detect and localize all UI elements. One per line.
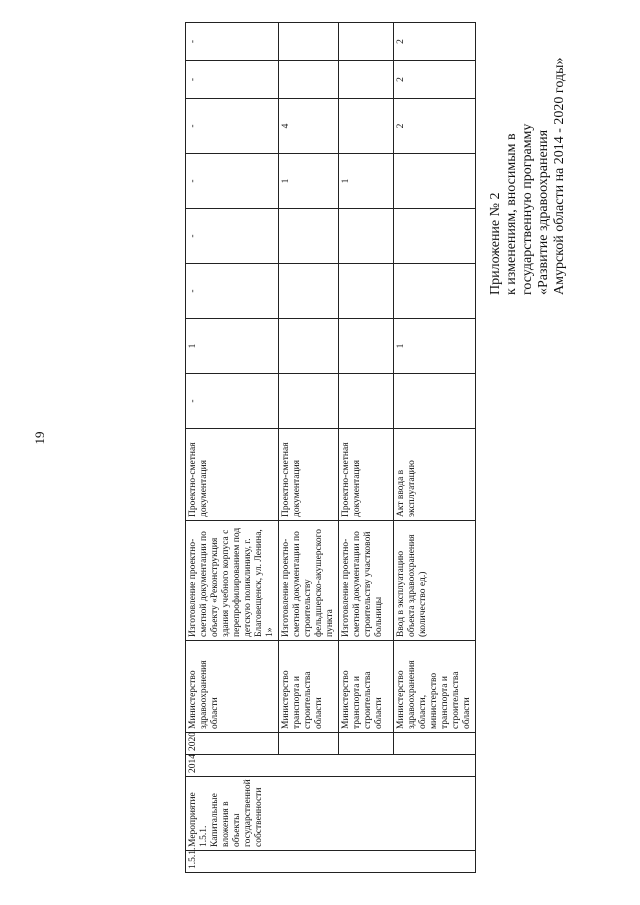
- page-number: 19: [32, 431, 47, 445]
- executor: Министерство здравоохранения области: [186, 641, 279, 733]
- indicator: Акт ввода в эксплуатацию: [394, 429, 476, 521]
- value-cell: -: [186, 374, 279, 429]
- table-row: [186, 23, 279, 873]
- header-line: к изменениям, вносимым в: [504, 133, 519, 295]
- value-cell: -: [186, 209, 279, 264]
- appendix-header: [488, 35, 568, 295]
- header-line: государственную программу: [520, 123, 535, 295]
- value-cell: [394, 374, 476, 429]
- value-cell: -: [186, 154, 279, 209]
- value-cell: 1: [394, 319, 476, 374]
- value-cell: [339, 209, 394, 264]
- value-cell: 1: [339, 154, 394, 209]
- year-start: 2014: [186, 755, 476, 777]
- year-end-empty: [339, 733, 394, 755]
- value-cell: [339, 99, 394, 154]
- year-end-empty: [394, 733, 476, 755]
- header-line: «Развитие здравоохранения: [536, 129, 551, 295]
- value-cell: -: [186, 264, 279, 319]
- value-cell: [279, 61, 339, 99]
- header-line: Амурской области на 2014 - 2020 годы»: [552, 57, 567, 295]
- header-line: Приложение № 2: [488, 192, 503, 295]
- measures-table: [185, 22, 476, 873]
- measure-description: Изготовление проектно-сметной документации по строительству фельдшерско-акушерского пункта: [279, 521, 339, 641]
- indicator: Проектно-сметная документация: [339, 429, 394, 521]
- table-row: [339, 23, 394, 873]
- value-cell: 2: [394, 61, 476, 99]
- value-cell: -: [186, 61, 279, 99]
- executor: Министерство транспорта и строительства области: [339, 641, 394, 733]
- indicator: Проектно-сметная документация: [186, 429, 279, 521]
- executor: Министерство здравоохранения области, министерство транспорта и строительства области: [394, 641, 476, 733]
- year-end: 2020: [186, 733, 279, 755]
- table-row: [279, 23, 339, 873]
- value-cell: [394, 154, 476, 209]
- value-cell: [339, 319, 394, 374]
- year-end-empty: [279, 733, 339, 755]
- value-cell: [339, 23, 394, 61]
- indicator: Проектно-сметная документация: [279, 429, 339, 521]
- value-cell: [279, 23, 339, 61]
- measure-code: 1.5.1.: [186, 851, 476, 873]
- measure-description: Изготовление проектно-сметной документации по строительству участковой больницы: [339, 521, 394, 641]
- table-row: [394, 23, 476, 873]
- value-cell: [339, 374, 394, 429]
- measure-name: Мероприятие 1.5.1. Капитальные вложения в объекты государственной собственности: [186, 777, 476, 851]
- value-cell: [279, 264, 339, 319]
- value-cell: 2: [394, 23, 476, 61]
- measure-description: Изготовление проектно-сметной документации по объекту «Реконструкция здания учебного корпуса с перепрофилированием под детскую поликлинику, г. Благовещенск, ул. Ленина, 1»: [186, 521, 279, 641]
- value-cell: 1: [279, 154, 339, 209]
- value-cell: [394, 209, 476, 264]
- executor: Министерство транспорта и строительства области: [279, 641, 339, 733]
- value-cell: 1: [186, 319, 279, 374]
- value-cell: [339, 61, 394, 99]
- value-cell: -: [186, 23, 279, 61]
- value-cell: 2: [394, 99, 476, 154]
- value-cell: [279, 374, 339, 429]
- measure-description: Ввод в эксплуатацию объекта здравоохранения (количество ед.): [394, 521, 476, 641]
- value-cell: [279, 319, 339, 374]
- value-cell: [339, 264, 394, 319]
- value-cell: [279, 209, 339, 264]
- value-cell: [394, 264, 476, 319]
- value-cell: -: [186, 99, 279, 154]
- value-cell: 4: [279, 99, 339, 154]
